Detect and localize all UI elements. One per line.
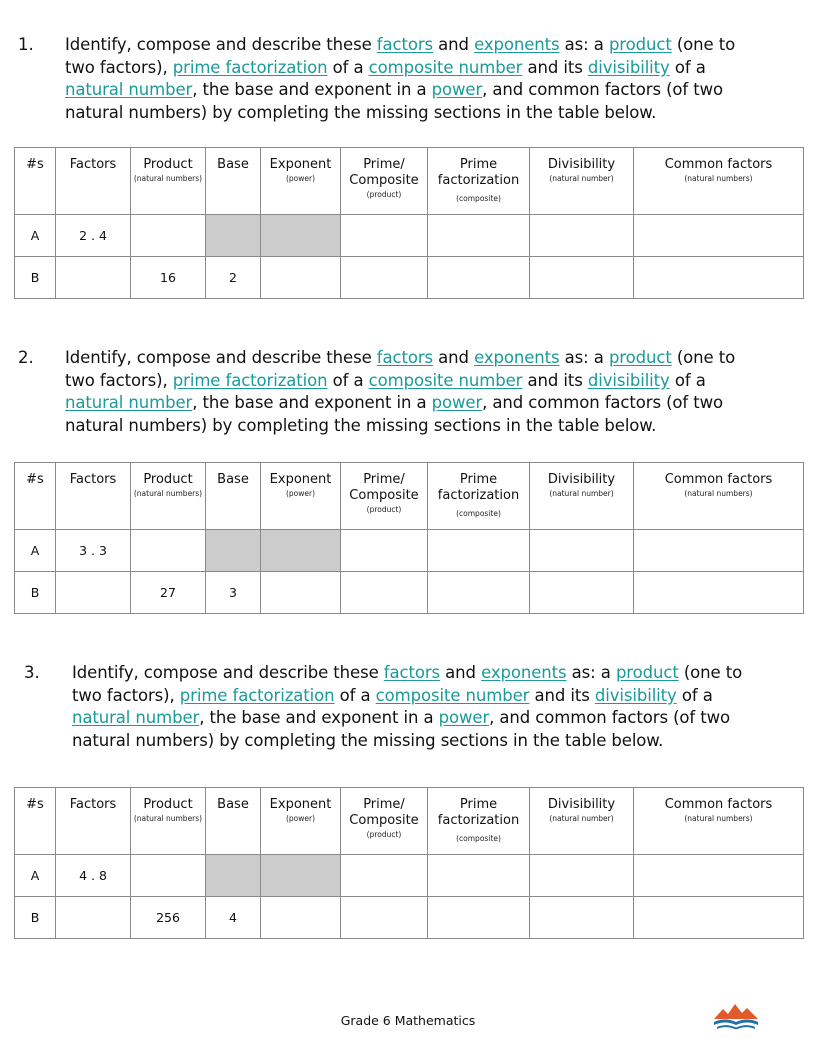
prompt-line — [65, 34, 735, 57]
column-header-label: Prime/ Composite — [349, 472, 419, 503]
column-header-label: Divisibility — [547, 157, 616, 172]
column-header-sublabel: (composite) — [456, 509, 501, 518]
column-header-label: Divisibility — [547, 797, 616, 812]
column-header — [530, 148, 634, 215]
column-header-sublabel: (product) — [366, 505, 402, 514]
column-header — [428, 788, 530, 855]
column-header — [634, 148, 804, 215]
prompt-line — [72, 685, 742, 708]
table-row — [15, 897, 804, 939]
table-cell: 2 . 4 — [56, 215, 131, 257]
vocabulary-link[interactable]: product — [615, 663, 679, 682]
answer-cell[interactable] — [428, 855, 530, 897]
prompt-text: , and common factors (of two — [489, 708, 731, 727]
prompt-text: as: a — [566, 663, 616, 682]
prompt-line — [72, 707, 742, 730]
answer-cell[interactable] — [341, 855, 428, 897]
prompt-line — [65, 79, 735, 102]
column-header — [15, 463, 56, 530]
prompt-text: , the base and exponent in a — [192, 80, 432, 99]
mountain-book-logo-icon — [713, 1002, 759, 1030]
answer-cell[interactable] — [428, 530, 530, 572]
column-header — [261, 788, 341, 855]
column-header-label: #s — [26, 157, 44, 172]
table-cell: 2 — [206, 257, 261, 299]
column-header-sublabel: (natural number) — [549, 814, 614, 823]
prompt-text: (one to — [671, 348, 736, 367]
column-header — [15, 148, 56, 215]
vocabulary-link[interactable]: factors — [383, 663, 441, 682]
column-header-label: Product — [143, 472, 193, 487]
column-header-label: Factors — [69, 157, 117, 172]
table-header-row — [15, 463, 804, 530]
shaded-cell — [261, 530, 341, 572]
table-header-row — [15, 788, 804, 855]
prompt-text: , the base and exponent in a — [192, 393, 432, 412]
column-header-sublabel: (natural numbers) — [133, 174, 203, 183]
column-header-sublabel: (product) — [366, 830, 402, 839]
question-prompt — [65, 34, 735, 124]
vocabulary-link[interactable]: composite number — [368, 370, 523, 390]
table-cell: B — [15, 572, 56, 614]
vocabulary-link[interactable]: prime factorization — [179, 685, 335, 705]
prompt-text: and its — [529, 685, 595, 705]
question-prompt — [65, 347, 735, 437]
column-header — [634, 463, 804, 530]
table-cell: A — [15, 855, 56, 897]
table-row — [15, 855, 804, 897]
footer-title: Grade 6 Mathematics — [340, 1013, 476, 1028]
column-header-label: #s — [26, 472, 44, 487]
prompt-text: Identify, compose and describe these — [72, 663, 384, 682]
column-header — [634, 788, 804, 855]
vocabulary-link[interactable]: power — [431, 80, 483, 99]
answer-cell[interactable] — [530, 897, 634, 939]
prompt-text: , the base and exponent in a — [199, 708, 439, 727]
prompt-text: natural numbers) by completing the missing sections in the table below. — [65, 102, 657, 122]
answer-cell[interactable] — [56, 572, 131, 614]
prompt-line — [65, 347, 735, 370]
table-cell: A — [15, 215, 56, 257]
table-cell: A — [15, 530, 56, 572]
column-header-label: Base — [217, 797, 249, 812]
answer-cell[interactable] — [261, 257, 341, 299]
vocabulary-link[interactable]: exponents — [481, 663, 567, 682]
answer-cell[interactable] — [341, 572, 428, 614]
column-header — [56, 148, 131, 215]
table-row — [15, 215, 804, 257]
prompt-text: (one to — [671, 35, 736, 54]
answer-cell[interactable] — [634, 257, 804, 299]
vocabulary-link[interactable]: product — [608, 348, 672, 367]
column-header — [341, 148, 428, 215]
column-header-sublabel: (natural numbers) — [684, 489, 753, 498]
column-header-sublabel: (natural number) — [549, 174, 614, 183]
table-cell: 3 . 3 — [56, 530, 131, 572]
column-header — [131, 788, 206, 855]
prompt-text: of a — [676, 685, 713, 705]
column-header-sublabel: (natural numbers) — [684, 174, 753, 183]
vocabulary-link[interactable]: product — [608, 35, 672, 54]
column-header — [428, 463, 530, 530]
answer-cell[interactable] — [634, 572, 804, 614]
column-header-label: Base — [217, 472, 249, 487]
prompt-line — [65, 415, 735, 438]
column-header-sublabel: (power) — [285, 174, 316, 183]
column-header-label: Product — [143, 157, 193, 172]
prompt-line — [65, 57, 735, 80]
answer-cell[interactable] — [131, 215, 206, 257]
prompt-text: of a — [669, 57, 706, 77]
prompt-text: (one to — [678, 663, 743, 682]
vocabulary-link[interactable]: power — [431, 393, 483, 412]
column-header-label: Prime/ Composite — [349, 797, 419, 828]
column-header — [131, 148, 206, 215]
table-cell: 256 — [131, 897, 206, 939]
column-header — [341, 788, 428, 855]
table-cell: 4 . 8 — [56, 855, 131, 897]
vocabulary-link[interactable]: exponents — [474, 348, 560, 367]
column-header-label: Base — [217, 157, 249, 172]
column-header — [56, 788, 131, 855]
answer-cell[interactable] — [530, 257, 634, 299]
question-prompt — [72, 662, 742, 752]
column-header-sublabel: (product) — [366, 190, 402, 199]
answer-cell[interactable] — [341, 257, 428, 299]
column-header-label: Prime factorization — [437, 157, 520, 188]
prompt-line — [65, 370, 735, 393]
vocabulary-link[interactable]: composite number — [375, 685, 530, 705]
answer-cell[interactable] — [261, 572, 341, 614]
column-header-label: Common factors — [664, 797, 773, 812]
prompt-text: , and common factors (of two — [482, 393, 724, 412]
answer-cell[interactable] — [341, 897, 428, 939]
prompt-line — [72, 730, 742, 753]
shaded-cell — [206, 530, 261, 572]
vocabulary-link[interactable]: power — [438, 708, 490, 727]
prompt-text: and its — [522, 57, 588, 77]
shaded-cell — [261, 215, 341, 257]
column-header-sublabel: (composite) — [456, 194, 501, 203]
table-cell: 3 — [206, 572, 261, 614]
prompt-text: and — [433, 35, 475, 54]
vocabulary-link[interactable]: natural number — [65, 80, 193, 99]
column-header-sublabel: (natural numbers) — [133, 489, 203, 498]
column-header — [261, 148, 341, 215]
column-header — [261, 463, 341, 530]
column-header — [206, 788, 261, 855]
prompt-text: two factors), — [72, 685, 180, 705]
answer-cell[interactable] — [428, 215, 530, 257]
answer-cell[interactable] — [56, 257, 131, 299]
prompt-text: natural numbers) by completing the missing sections in the table below. — [72, 730, 664, 750]
table-row — [15, 257, 804, 299]
prompt-text: natural numbers) by completing the missing sections in the table below. — [65, 415, 657, 435]
column-header-sublabel: (natural numbers) — [684, 814, 753, 823]
answer-cell[interactable] — [634, 855, 804, 897]
table-cell: 27 — [131, 572, 206, 614]
vocabulary-link[interactable]: composite number — [368, 57, 523, 77]
prompt-text: as: a — [559, 35, 609, 54]
table-row — [15, 572, 804, 614]
vocabulary-link[interactable]: natural number — [65, 393, 193, 412]
column-header-label: Factors — [69, 472, 117, 487]
prompt-text: of a — [334, 685, 376, 705]
column-header — [530, 463, 634, 530]
prompt-text: and its — [522, 370, 588, 390]
answer-cell[interactable] — [341, 530, 428, 572]
column-header-label: #s — [26, 797, 44, 812]
answer-cell[interactable] — [131, 530, 206, 572]
vocabulary-link[interactable]: natural number — [72, 708, 200, 727]
answer-cell[interactable] — [530, 530, 634, 572]
column-header-sublabel: (composite) — [456, 834, 501, 843]
answer-table — [14, 462, 804, 614]
column-header — [206, 463, 261, 530]
answer-cell[interactable] — [634, 215, 804, 257]
prompt-text: of a — [327, 57, 369, 77]
vocabulary-link[interactable]: prime factorization — [172, 57, 328, 77]
prompt-text: as: a — [559, 348, 609, 367]
table-cell: 16 — [131, 257, 206, 299]
table-cell: 4 — [206, 897, 261, 939]
column-header — [206, 148, 261, 215]
answer-cell[interactable] — [530, 855, 634, 897]
prompt-text: two factors), — [65, 57, 173, 77]
answer-cell[interactable] — [634, 897, 804, 939]
prompt-line — [72, 662, 742, 685]
column-header — [341, 463, 428, 530]
column-header-label: Factors — [69, 797, 117, 812]
vocabulary-link[interactable]: factors — [376, 35, 434, 54]
prompt-text: , and common factors (of two — [482, 80, 724, 99]
answer-table — [14, 147, 804, 299]
table-cell: B — [15, 897, 56, 939]
column-header-label: Prime factorization — [437, 797, 520, 828]
answer-cell[interactable] — [428, 897, 530, 939]
column-header — [15, 788, 56, 855]
prompt-text: Identify, compose and describe these — [65, 348, 377, 367]
shaded-cell — [261, 855, 341, 897]
column-header — [530, 788, 634, 855]
prompt-text: and — [433, 348, 475, 367]
column-header-label: Prime factorization — [437, 472, 520, 503]
column-header-label: Prime/ Composite — [349, 157, 419, 188]
column-header-label: Exponent — [269, 797, 332, 812]
table-row — [15, 530, 804, 572]
answer-cell[interactable] — [530, 572, 634, 614]
vocabulary-link[interactable]: exponents — [474, 35, 560, 54]
vocabulary-link[interactable]: divisibility — [587, 370, 670, 390]
answer-cell[interactable] — [341, 215, 428, 257]
vocabulary-link[interactable]: divisibility — [587, 57, 670, 77]
answer-table — [14, 787, 804, 939]
answer-cell[interactable] — [131, 855, 206, 897]
vocabulary-link[interactable]: prime factorization — [172, 370, 328, 390]
prompt-line — [65, 392, 735, 415]
shaded-cell — [206, 855, 261, 897]
column-header-label: Exponent — [269, 157, 332, 172]
prompt-line — [65, 102, 735, 125]
column-header — [56, 463, 131, 530]
column-header-sublabel: (natural number) — [549, 489, 614, 498]
answer-cell[interactable] — [634, 530, 804, 572]
question-number: 1. — [18, 35, 34, 54]
vocabulary-link[interactable]: factors — [376, 348, 434, 367]
column-header — [428, 148, 530, 215]
column-header-label: Common factors — [664, 157, 773, 172]
column-header-sublabel: (power) — [285, 489, 316, 498]
prompt-text: two factors), — [65, 370, 173, 390]
column-header-label: Divisibility — [547, 472, 616, 487]
prompt-text: of a — [669, 370, 706, 390]
question-number: 2. — [18, 348, 34, 367]
table-header-row — [15, 148, 804, 215]
prompt-text: Identify, compose and describe these — [65, 35, 377, 54]
table-cell: B — [15, 257, 56, 299]
answer-cell[interactable] — [261, 897, 341, 939]
column-header-sublabel: (natural numbers) — [133, 814, 203, 823]
column-header-label: Product — [143, 797, 193, 812]
answer-cell[interactable] — [530, 215, 634, 257]
answer-cell[interactable] — [428, 257, 530, 299]
column-header-sublabel: (power) — [285, 814, 316, 823]
column-header-label: Common factors — [664, 472, 773, 487]
vocabulary-link[interactable]: divisibility — [594, 685, 677, 705]
answer-cell[interactable] — [56, 897, 131, 939]
prompt-text: of a — [327, 370, 369, 390]
column-header-label: Exponent — [269, 472, 332, 487]
shaded-cell — [206, 215, 261, 257]
prompt-text: and — [440, 663, 482, 682]
answer-cell[interactable] — [428, 572, 530, 614]
question-number: 3. — [24, 663, 40, 682]
column-header — [131, 463, 206, 530]
